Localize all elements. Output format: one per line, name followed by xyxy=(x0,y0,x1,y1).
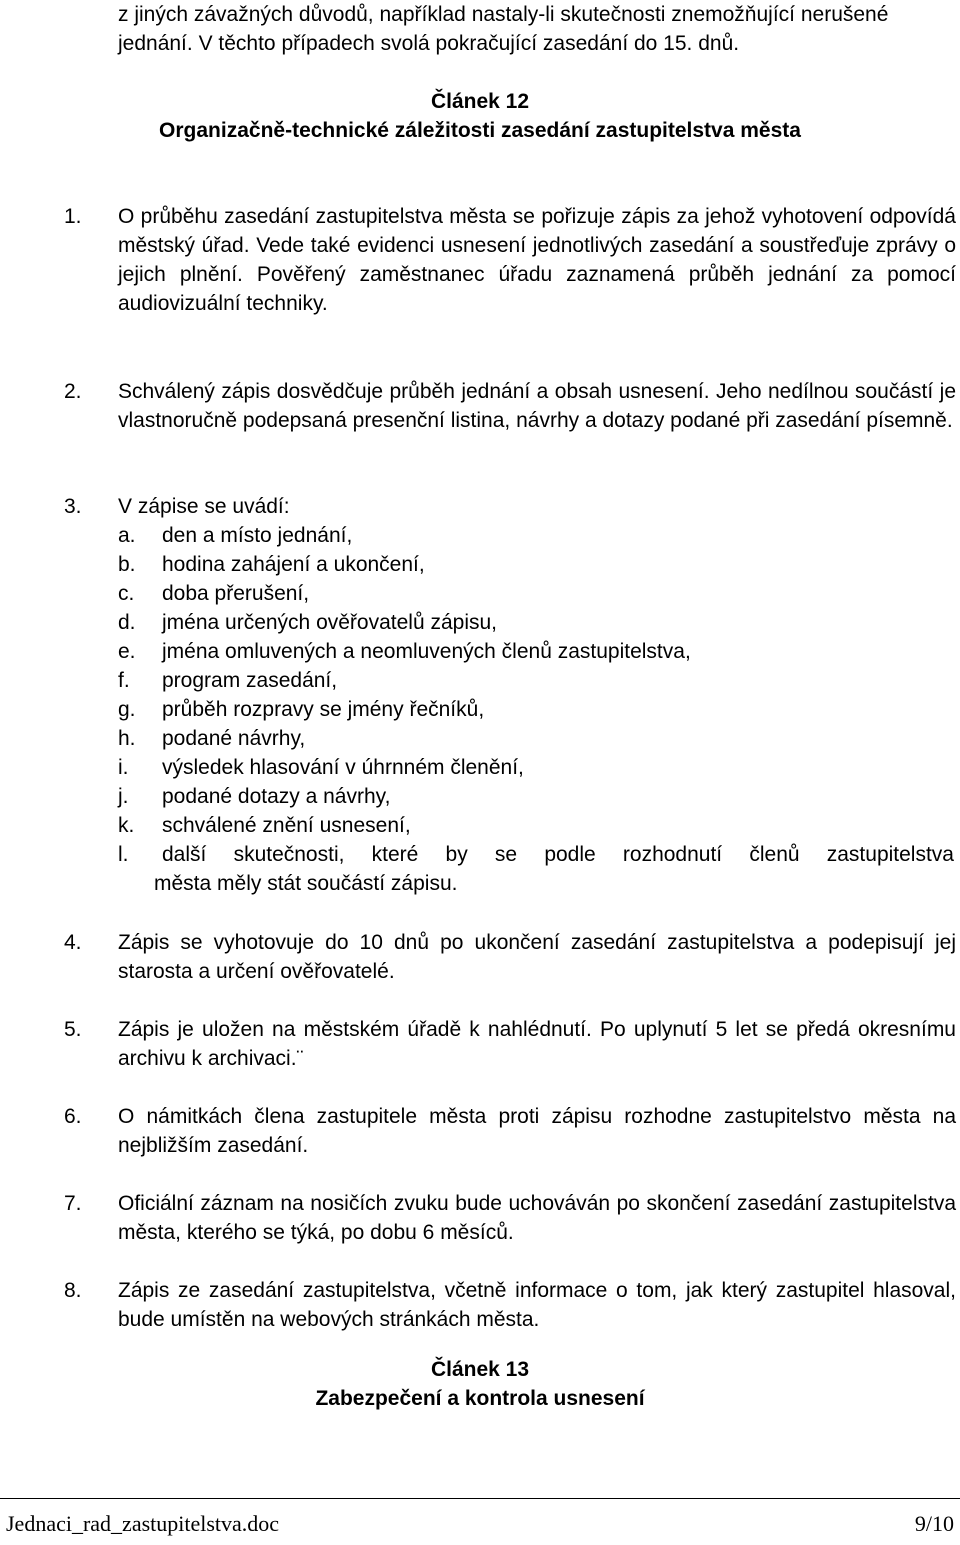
item-letter: b. xyxy=(118,553,136,576)
article-12-heading xyxy=(0,87,960,145)
footer-page-number: 9/10 xyxy=(914,1511,954,1536)
item-text: Oficiální záznam na nosičích zvuku bude uchováván po skončení zasedání zastupitelstva města, kterého se týká, po dobu 6 měsíců. xyxy=(118,1192,956,1244)
list-item xyxy=(118,724,958,753)
item-text: V zápise se uvádí: xyxy=(118,495,290,518)
item-letter: k. xyxy=(118,814,135,837)
list-item xyxy=(118,782,958,811)
item-letter: j. xyxy=(118,785,129,808)
item-letter: d. xyxy=(118,611,136,634)
intro-paragraph: z jiných závažných důvodů, například nastaly-li skutečnosti znemožňující nerušené jednání. V těchto případech svolá pokračující zasedání do 15. dnů. xyxy=(118,3,889,55)
article-13-label: Článek 13 xyxy=(430,1358,530,1381)
item-text: den a místo jednání, xyxy=(162,524,353,547)
item-text: podané dotazy a návrhy, xyxy=(162,785,391,808)
item-text-continuation: města měly stát součástí zápisu. xyxy=(154,872,458,895)
list-item xyxy=(64,1189,956,1247)
list-item xyxy=(64,928,956,986)
minutes-contents-list xyxy=(118,521,958,898)
item-letter: c. xyxy=(118,582,135,605)
list-item xyxy=(118,579,958,608)
item-number: 3. xyxy=(64,495,82,518)
item-number: 1. xyxy=(64,205,82,228)
item-number: 8. xyxy=(64,1279,82,1302)
list-item xyxy=(118,666,958,695)
item-text: podané návrhy, xyxy=(162,727,306,750)
item-text: O námitkách člena zastupitele města proti zápisu rozhodne zastupitelstvo města na nejbližším zasedání. xyxy=(118,1105,956,1157)
list-item xyxy=(118,521,958,550)
item-text: Schválený zápis dosvědčuje průběh jednání a obsah usnesení. Jeho nedílnou součástí je vlastnoručně podepsaná presenční listina, návrhy a dotazy podané při zasedání písemně. xyxy=(118,380,956,432)
list-item xyxy=(118,637,958,666)
list-item xyxy=(118,840,958,898)
list-item xyxy=(64,1102,956,1160)
list-item xyxy=(118,608,958,637)
list-item xyxy=(64,202,956,318)
list-item xyxy=(64,1276,956,1334)
item-text: O průběhu zasedání zastupitelstva města se pořizuje zápis za jehož vyhotovení odpovídá městský úřad. Vede také evidenci usnesení jednotlivých zasedání a soustřeďuje zprávy o jejich plnění. Pověřený zaměstnanec úřadu zaznamená průběh jednání za pomocí audiovizuální techniky. xyxy=(118,205,956,315)
item-number: 5. xyxy=(64,1018,82,1041)
item-text: další skutečnosti, které by se podle rozhodnutí členů zastupitelstva xyxy=(162,843,954,866)
item-text: program zasedání, xyxy=(162,669,338,692)
article-12-title: Organizačně-technické záležitosti zasedání zastupitelstva města xyxy=(159,119,801,142)
list-item xyxy=(118,753,958,782)
item-text: schválené znění usnesení, xyxy=(162,814,411,837)
item-text: Zápis ze zasedání zastupitelstva, včetně informace o tom, jak který zastupitel hlasoval, bude umístěn na webových stránkách města. xyxy=(118,1279,956,1331)
item-text: průběh rozpravy se jmény řečníků, xyxy=(162,698,485,721)
item-letter: h. xyxy=(118,727,136,750)
list-item xyxy=(64,1015,956,1073)
item-number: 4. xyxy=(64,931,82,954)
article-13-title: Zabezpečení a kontrola usnesení xyxy=(315,1387,645,1410)
item-letter: f. xyxy=(118,669,130,692)
item-number: 2. xyxy=(64,380,82,403)
item-letter: a. xyxy=(118,524,136,547)
item-letter: i. xyxy=(118,756,129,779)
list-item xyxy=(118,811,958,840)
page-footer xyxy=(0,1498,960,1539)
item-text: jména omluvených a neomluvených členů zastupitelstva, xyxy=(162,640,691,663)
item-text: Zápis se vyhotovuje do 10 dnů po ukončení zasedání zastupitelstva a podepisují jej starosta a určení ověřovatelé. xyxy=(118,931,956,983)
article-13-heading xyxy=(0,1355,960,1413)
item-number: 6. xyxy=(64,1105,82,1128)
footer-filename: Jednaci_rad_zastupitelstva.doc xyxy=(6,1511,280,1536)
item-letter: e. xyxy=(118,640,136,663)
item-letter: l. xyxy=(118,843,129,866)
item-letter: g. xyxy=(118,698,136,721)
item-text: Zápis je uložen na městském úřadě k nahlédnutí. Po uplynutí 5 let se předá okresnímu archivu k archivaci.¨ xyxy=(118,1018,956,1070)
list-item xyxy=(64,492,956,521)
list-item xyxy=(118,695,958,724)
article-12-label: Článek 12 xyxy=(430,90,530,113)
item-text: hodina zahájení a ukončení, xyxy=(162,553,425,576)
item-text: doba přerušení, xyxy=(162,582,310,605)
item-text: jména určených ověřovatelů zápisu, xyxy=(162,611,498,634)
item-number: 7. xyxy=(64,1192,82,1215)
list-item xyxy=(64,377,956,435)
list-item xyxy=(118,550,958,579)
item-text: výsledek hlasování v úhrnném členění, xyxy=(162,756,524,779)
